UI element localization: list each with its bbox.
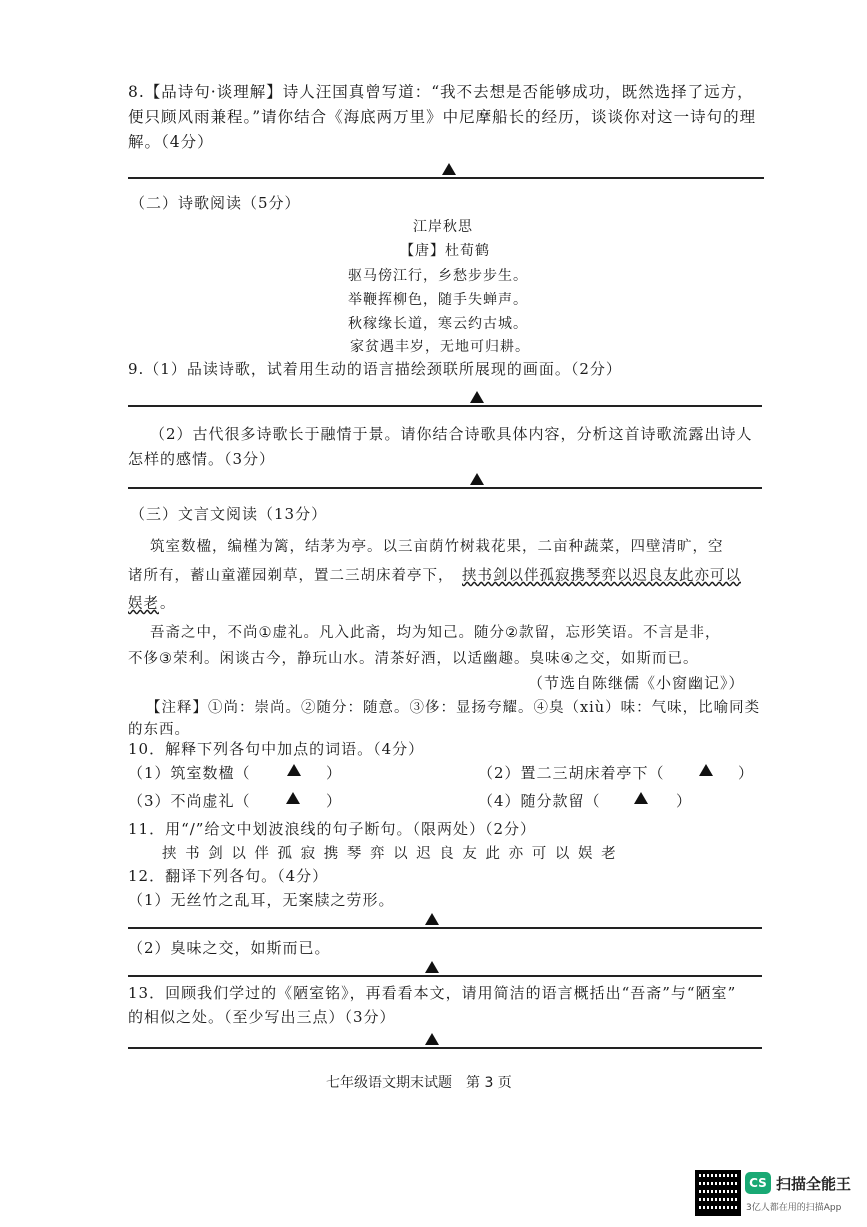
question-8-line2: 便只顾风雨兼程。”请你结合《海底两万里》中尼摩船长的经历，谈谈你对这一诗句的理	[128, 108, 757, 126]
answer-line-q9-1	[128, 405, 762, 407]
question-9-2-line2: 怎样的感情。（3分）	[128, 450, 276, 468]
passage-source: （节选自陈继儒《小窗幽记》）	[528, 674, 745, 692]
poem-line-4: 家贫遇丰岁，无地可归耕。	[350, 339, 530, 355]
q10-item-3-close: ）	[326, 792, 343, 810]
passage-p2-line2: 不侈③荣利。闲谈古今，静玩山水。清茶好酒，以适幽趣。臭味④之交，如斯而已。	[128, 651, 699, 667]
annotation-line2: 的东西。	[128, 722, 190, 738]
answer-mark-icon	[470, 473, 484, 485]
camscanner-logo-icon: CS	[745, 1172, 771, 1194]
question-10: 10．解释下列各句中加点的词语。（4分）	[128, 740, 425, 758]
answer-line-q12-2	[128, 975, 762, 977]
answer-mark-icon	[699, 764, 713, 776]
answer-mark-icon	[425, 1033, 439, 1045]
answer-mark-icon	[425, 913, 439, 925]
answer-line-q12-1	[128, 927, 762, 929]
q10-item-2-close: ）	[738, 764, 755, 782]
page-footer: 七年级语文期末试题 第 3 页	[326, 1075, 512, 1091]
answer-mark-icon	[442, 163, 456, 175]
question-11: 11．用“/”给文中划波浪线的句子断句。（限两处）（2分）	[128, 820, 537, 838]
question-13-line2: 的相似之处。（至少写出三点）（3分）	[128, 1008, 396, 1026]
poem-author: 【唐】杜荀鹤	[400, 243, 490, 259]
watermark-tagline: 3亿人都在用的扫描App	[746, 1203, 842, 1213]
q10-item-1-close: ）	[326, 764, 343, 782]
answer-line-q8	[128, 177, 764, 179]
poem-line-2: 举鞭挥柳色，随手失蝉声。	[348, 292, 528, 308]
passage-p1-period: 。	[160, 596, 176, 612]
watermark-brand: 扫描全能王	[776, 1175, 852, 1193]
poem-title: 江岸秋思	[413, 219, 473, 235]
passage-p1-line1: 筑室数楹，编槿为篱，结茅为亭。以三亩荫竹树栽花果，二亩种蔬菜，四壁清旷，空	[150, 539, 724, 555]
question-13-line1: 13．回顾我们学过的《陋室铭》，再看看本文，请用简洁的语言概括出“吾斋”与“陋室”	[128, 984, 737, 1002]
question-9-2-line1: （2）古代很多诗歌长于融情于景。请你结合诗歌具体内容，分析这首诗歌流露出诗人	[150, 425, 753, 443]
section-2-title: （二）诗歌阅读（5分）	[130, 194, 301, 212]
section-3-title: （三）文言文阅读（13分）	[130, 505, 328, 523]
answer-mark-icon	[470, 391, 484, 403]
answer-mark-icon	[634, 792, 648, 804]
q12-item-1: （1）无丝竹之乱耳，无案牍之劳形。	[128, 891, 395, 909]
passage-wavy-sentence: 挟书剑以伴孤寂携琴弈以迟良友此亦可以	[462, 568, 741, 584]
q11-sentence: 挟 书 剑 以 伴 孤 寂 携 琴 弈 以 迟 良 友 此 亦 可 以 娱 老	[162, 846, 618, 862]
answer-mark-icon	[287, 764, 301, 776]
q10-item-1: （1）筑室数楹（	[128, 764, 251, 782]
q10-item-4: （4）随分款留（	[478, 792, 601, 810]
passage-wavy-sentence-end: 娱老	[128, 596, 159, 612]
answer-line-q13	[128, 1047, 762, 1049]
answer-line-q9-2	[128, 487, 762, 489]
question-9-1: 9.（1）品读诗歌，试着用生动的语言描绘颈联所展现的画面。（2分）	[128, 360, 622, 378]
q10-item-2: （2）置二三胡床着亭下（	[478, 764, 665, 782]
question-12: 12．翻译下列各句。（4分）	[128, 867, 329, 885]
poem-line-3: 秋稼缘长道，寒云约古城。	[348, 316, 528, 332]
answer-mark-icon	[286, 792, 300, 804]
passage-p1-line2a: 诸所有，蓄山童灌园剃草，置二三胡床着亭下，	[128, 568, 454, 584]
poem-line-1: 驱马傍江行，乡愁步步生。	[348, 268, 528, 284]
question-8-line3: 解。（4分）	[128, 133, 214, 151]
q10-item-3: （3）不尚虚礼（	[128, 792, 251, 810]
annotation-line1: 【注释】①尚：崇尚。②随分：随意。③侈：显扬夸耀。④臭（xiù）味：气味，比喻同类	[146, 700, 761, 716]
question-8-line1: 8.【品诗句·谈理解】诗人汪国真曾写道：“我不去想是否能够成功，既然选择了远方，	[128, 83, 754, 101]
qr-code-icon	[695, 1170, 741, 1216]
answer-mark-icon	[425, 961, 439, 973]
q10-item-4-close: ）	[676, 792, 693, 810]
passage-p2-line1: 吾斋之中，不尚①虚礼。凡入此斋，均为知己。随分②款留，忘形笑语。不言是非，	[150, 625, 721, 641]
q12-item-2: （2）臭味之交，如斯而已。	[128, 939, 331, 957]
